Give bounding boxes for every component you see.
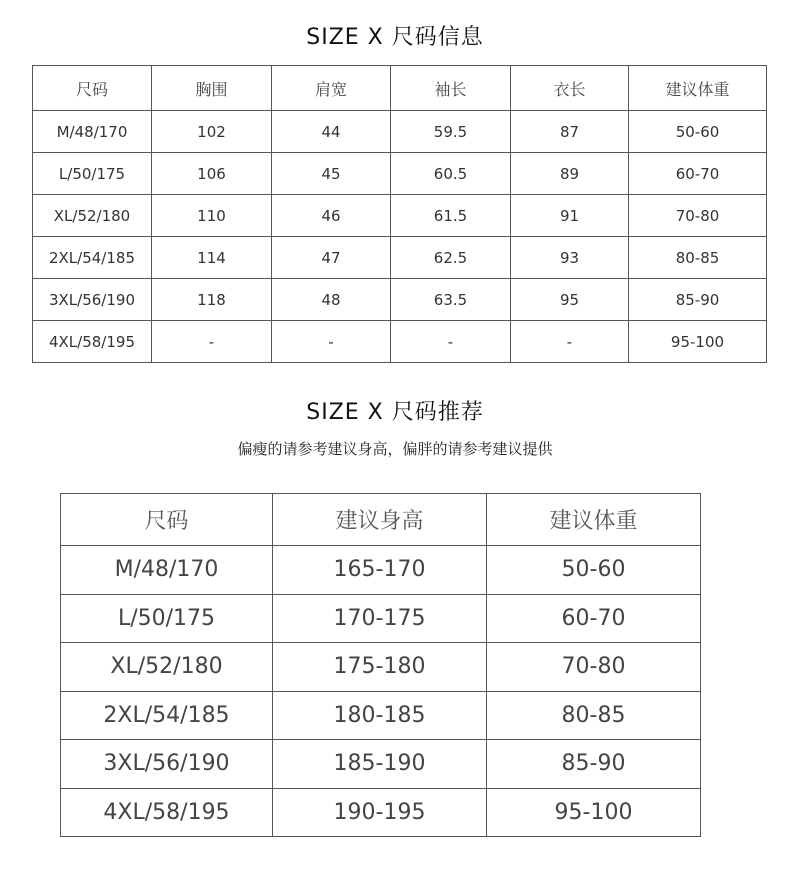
- table-cell: 118: [152, 279, 272, 321]
- size-recommend-subtitle: 偏瘦的请参考建议身高，偏胖的请参考建议提供: [237, 440, 553, 458]
- table-cell: 180-185: [273, 691, 487, 740]
- table-cell: 95-100: [487, 788, 701, 837]
- table-cell: 114: [152, 237, 272, 279]
- table-row: [61, 594, 701, 643]
- table-cell: 175-180: [273, 643, 487, 692]
- table-cell: 85-90: [487, 740, 701, 789]
- table-cell: 89: [511, 153, 629, 195]
- table-cell: 185-190: [273, 740, 487, 789]
- table-row: [33, 195, 767, 237]
- size-recommend-title: SIZE X 尺码推荐: [306, 400, 484, 425]
- table-cell: 80-85: [487, 691, 701, 740]
- table-cell: 60.5: [391, 153, 511, 195]
- table-cell: M/48/170: [61, 546, 273, 595]
- header-cell: 建议体重: [629, 66, 767, 111]
- table-cell: 95: [511, 279, 629, 321]
- table-cell: 85-90: [629, 279, 767, 321]
- table-cell: 70-80: [629, 195, 767, 237]
- table-cell: 4XL/58/195: [33, 321, 152, 363]
- table-cell: 106: [152, 153, 272, 195]
- table-cell: -: [391, 321, 511, 363]
- table-cell: M/48/170: [33, 111, 152, 153]
- header-cell: 胸围: [152, 66, 272, 111]
- table-cell: 102: [152, 111, 272, 153]
- table-cell: 2XL/54/185: [33, 237, 152, 279]
- table-row: [33, 279, 767, 321]
- table-cell: 95-100: [629, 321, 767, 363]
- table-cell: XL/52/180: [33, 195, 152, 237]
- table-cell: 93: [511, 237, 629, 279]
- table-cell: -: [152, 321, 272, 363]
- table-cell: 190-195: [273, 788, 487, 837]
- table-row: [33, 111, 767, 153]
- table-cell: 80-85: [629, 237, 767, 279]
- table-cell: -: [272, 321, 391, 363]
- table-row: [61, 546, 701, 595]
- header-cell: 建议身高: [273, 494, 487, 546]
- header-cell: 尺码: [61, 494, 273, 546]
- header-cell: 肩宽: [272, 66, 391, 111]
- table-cell: 44: [272, 111, 391, 153]
- table-cell: 110: [152, 195, 272, 237]
- table-cell: -: [511, 321, 629, 363]
- table-cell: 63.5: [391, 279, 511, 321]
- table-cell: 3XL/56/190: [61, 740, 273, 789]
- table-row: [61, 740, 701, 789]
- table-cell: 50-60: [629, 111, 767, 153]
- table-header-row: [61, 494, 701, 546]
- table-row: [61, 691, 701, 740]
- size-info-table: [32, 65, 767, 363]
- table-cell: 3XL/56/190: [33, 279, 152, 321]
- table-cell: 165-170: [273, 546, 487, 595]
- table-cell: 91: [511, 195, 629, 237]
- header-cell: 衣长: [511, 66, 629, 111]
- table-cell: 47: [272, 237, 391, 279]
- table-cell: 2XL/54/185: [61, 691, 273, 740]
- table-row: [33, 237, 767, 279]
- table-cell: 62.5: [391, 237, 511, 279]
- header-cell: 袖长: [391, 66, 511, 111]
- table-cell: L/50/175: [33, 153, 152, 195]
- table-cell: 48: [272, 279, 391, 321]
- size-recommend-table: [60, 493, 701, 837]
- table-cell: 4XL/58/195: [61, 788, 273, 837]
- table-row: [61, 643, 701, 692]
- table-cell: 87: [511, 111, 629, 153]
- table-cell: 45: [272, 153, 391, 195]
- table-row: [33, 153, 767, 195]
- table-cell: XL/52/180: [61, 643, 273, 692]
- table-cell: 60-70: [487, 594, 701, 643]
- table-row: [61, 788, 701, 837]
- table-cell: 46: [272, 195, 391, 237]
- table-cell: 50-60: [487, 546, 701, 595]
- table-cell: L/50/175: [61, 594, 273, 643]
- table-cell: 59.5: [391, 111, 511, 153]
- table-cell: 70-80: [487, 643, 701, 692]
- table-cell: 61.5: [391, 195, 511, 237]
- table-cell: 170-175: [273, 594, 487, 643]
- header-cell: 建议体重: [487, 494, 701, 546]
- size-info-title: SIZE X 尺码信息: [306, 25, 484, 50]
- header-cell: 尺码: [33, 66, 152, 111]
- table-header-row: [33, 66, 767, 111]
- table-row: [33, 321, 767, 363]
- table-cell: 60-70: [629, 153, 767, 195]
